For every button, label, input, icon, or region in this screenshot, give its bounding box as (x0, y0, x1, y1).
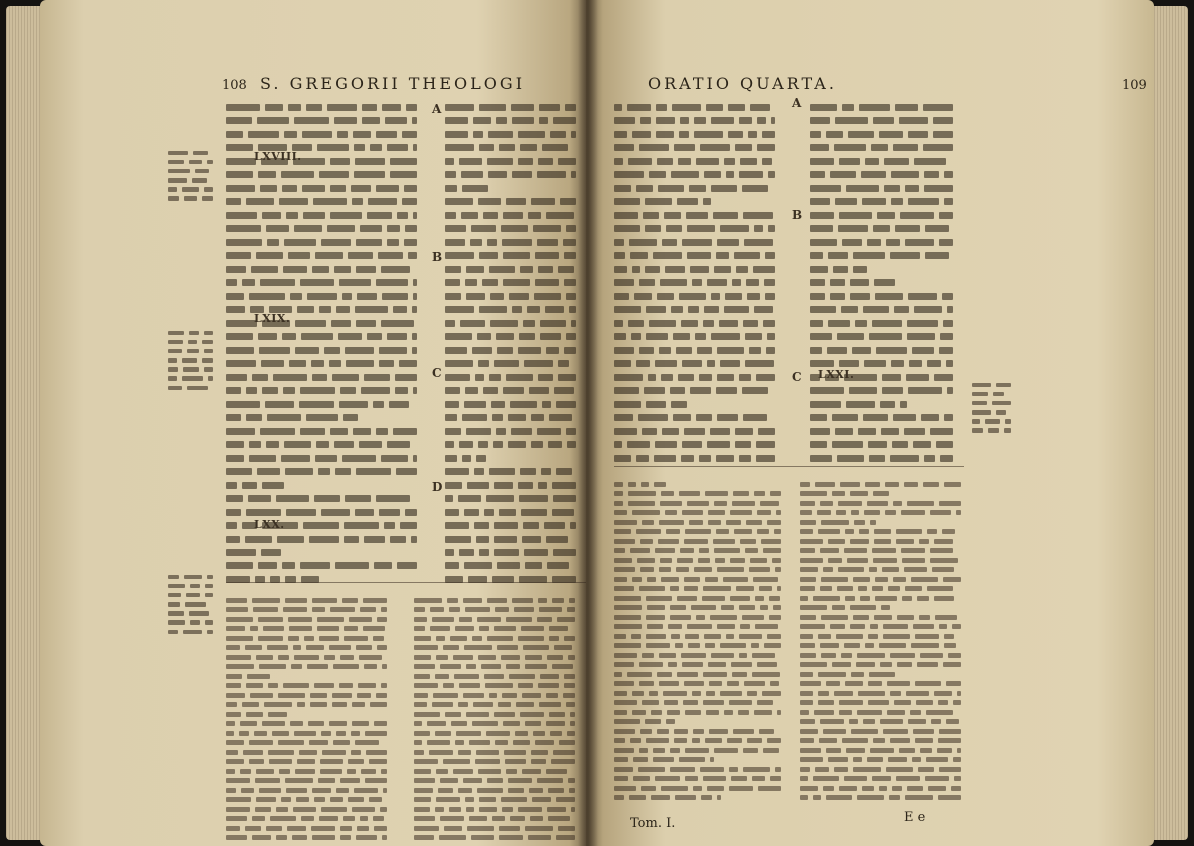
text-line (800, 614, 970, 623)
text-line (168, 338, 222, 346)
text-line (226, 626, 396, 635)
text-line (226, 673, 396, 682)
text-line (168, 357, 222, 365)
text-line (226, 447, 426, 459)
text-line (414, 768, 584, 777)
text-line (800, 785, 970, 794)
text-line (168, 573, 222, 581)
text-line (414, 626, 584, 635)
text-line (614, 109, 784, 121)
text-line (614, 700, 790, 709)
text-line (810, 231, 962, 243)
footnotes-left (226, 588, 396, 835)
text-line (445, 190, 585, 202)
footnotes-right (800, 472, 970, 794)
text-line (445, 217, 585, 229)
text-line (445, 420, 585, 432)
text-line (226, 721, 396, 730)
text-line (414, 730, 584, 739)
text-line (226, 645, 396, 654)
text-line (226, 554, 426, 566)
greek-column (614, 96, 784, 460)
text-line (445, 352, 585, 364)
text-line (800, 567, 970, 576)
text-line (226, 568, 426, 580)
margin-note-1 (168, 140, 222, 195)
text-line (972, 390, 1020, 398)
text-line (800, 519, 970, 528)
text-line (800, 548, 970, 557)
text-line (800, 757, 970, 766)
text-line (614, 529, 790, 538)
text-line (614, 719, 790, 728)
text-line (445, 514, 585, 526)
text-line (445, 204, 585, 216)
text-line (226, 654, 396, 663)
text-line (614, 728, 790, 737)
text-line (414, 778, 584, 787)
text-line (226, 420, 426, 432)
text-line (800, 633, 970, 642)
text-line (168, 601, 222, 609)
text-line (614, 123, 784, 135)
text-line (614, 662, 790, 671)
text-line (810, 123, 962, 135)
text-line (614, 766, 790, 775)
text-line (614, 690, 790, 699)
text-line (168, 619, 222, 627)
margin-note-3 (168, 564, 222, 628)
text-line (614, 576, 790, 585)
text-line (414, 816, 584, 825)
text-line (226, 271, 426, 283)
text-line (614, 352, 784, 364)
text-line (614, 548, 790, 557)
left-page (40, 0, 586, 846)
text-line (445, 433, 585, 445)
text-line (168, 329, 222, 337)
text-line (800, 690, 970, 699)
text-line (800, 681, 970, 690)
text-line (168, 610, 222, 618)
text-line (614, 557, 790, 566)
text-line (226, 366, 426, 378)
text-line (445, 123, 585, 135)
text-line (810, 298, 962, 310)
text-line (226, 487, 426, 499)
text-line (614, 447, 784, 459)
text-line (810, 379, 962, 391)
column-letter-b: B (432, 250, 443, 264)
text-line (445, 339, 585, 351)
text-line (226, 616, 396, 625)
text-line (614, 231, 784, 243)
text-line (614, 379, 784, 391)
text-line (226, 730, 396, 739)
footnote-rule (226, 582, 586, 583)
text-line (226, 190, 426, 202)
text-line (800, 529, 970, 538)
text-line (800, 500, 970, 509)
margin-note-2 (168, 320, 222, 384)
text-line (810, 312, 962, 324)
text-line (168, 320, 222, 328)
text-line (226, 352, 426, 364)
text-line (226, 683, 396, 692)
text-line (810, 271, 962, 283)
text-line (226, 123, 426, 135)
text-line (800, 700, 970, 709)
text-line (168, 592, 222, 600)
text-line (226, 787, 396, 796)
text-line (445, 406, 585, 418)
text-line (972, 381, 1020, 389)
text-line (226, 607, 396, 616)
text-line (614, 586, 790, 595)
text-line (614, 96, 784, 108)
text-line (168, 348, 222, 356)
section-number: LXVIII. (254, 150, 302, 163)
text-line (226, 109, 426, 121)
text-line (226, 740, 396, 749)
text-line (614, 538, 790, 547)
signature-mark: Tom. I. (630, 816, 676, 831)
text-line (800, 605, 970, 614)
text-line (614, 643, 790, 652)
text-line (810, 96, 962, 108)
text-line (800, 576, 970, 585)
text-line (614, 472, 790, 481)
text-line (614, 163, 784, 175)
text-line (614, 339, 784, 351)
text-line (810, 406, 962, 418)
column-letter-b: B (792, 208, 803, 222)
page-number-left: 108 (222, 78, 247, 93)
text-line (414, 711, 584, 720)
text-line (226, 797, 396, 806)
text-line (445, 312, 585, 324)
text-line (414, 616, 584, 625)
text-line (800, 709, 970, 718)
text-line (972, 409, 1020, 417)
text-line (226, 163, 426, 175)
text-line (614, 136, 784, 148)
text-line (810, 325, 962, 337)
text-line (800, 671, 970, 680)
text-line (414, 635, 584, 644)
text-line (226, 711, 396, 720)
text-line (800, 766, 970, 775)
text-line (414, 797, 584, 806)
text-line (810, 136, 962, 148)
text-line (810, 109, 962, 121)
text-line (226, 217, 426, 229)
text-line (168, 186, 222, 194)
text-line (614, 614, 790, 623)
text-line (800, 624, 970, 633)
text-line (445, 366, 585, 378)
text-line (445, 528, 585, 540)
text-line (810, 190, 962, 202)
text-line (614, 624, 790, 633)
text-line (445, 150, 585, 162)
text-line (810, 177, 962, 189)
text-line (614, 406, 784, 418)
text-line (800, 776, 970, 785)
text-line (614, 258, 784, 270)
text-line (614, 757, 790, 766)
text-line (226, 749, 396, 758)
text-line (614, 491, 790, 500)
text-line (810, 393, 962, 405)
text-line (810, 420, 962, 432)
text-line (614, 150, 784, 162)
text-line (226, 460, 426, 472)
text-line (445, 231, 585, 243)
text-line (614, 217, 784, 229)
text-line (445, 393, 585, 405)
text-line (226, 136, 426, 148)
text-line (800, 643, 970, 652)
footnotes-right (414, 588, 584, 835)
text-line (445, 271, 585, 283)
book-gutter (578, 0, 598, 846)
text-line (614, 481, 790, 490)
text-line (614, 325, 784, 337)
text-line (614, 567, 790, 576)
text-line (614, 681, 790, 690)
text-line (168, 375, 222, 383)
text-line (168, 158, 222, 166)
text-line (414, 721, 584, 730)
text-line (614, 671, 790, 680)
text-line (800, 586, 970, 595)
text-line (414, 673, 584, 682)
text-line (226, 597, 396, 606)
text-line (800, 652, 970, 661)
text-line (414, 740, 584, 749)
text-line (800, 738, 970, 747)
text-line (972, 400, 1020, 408)
text-line (614, 190, 784, 202)
text-line (445, 298, 585, 310)
text-line (226, 244, 426, 256)
text-line (614, 595, 790, 604)
text-line (445, 109, 585, 121)
text-line (445, 487, 585, 499)
section-number: LXX. (254, 518, 285, 531)
text-line (445, 96, 585, 108)
text-line (614, 605, 790, 614)
text-line (168, 366, 222, 374)
text-line (800, 747, 970, 756)
text-line (614, 433, 784, 445)
text-line (445, 258, 585, 270)
text-line (226, 231, 426, 243)
text-line (614, 776, 790, 785)
right-page-edges (1152, 6, 1188, 840)
running-head-left: S. GREGORII THEOLOGI (260, 74, 526, 93)
text-line (810, 447, 962, 459)
section-number: LXXI. (818, 368, 855, 381)
running-head-right: ORATIO QUARTA. (648, 74, 837, 93)
text-line (226, 433, 426, 445)
footnote-rule (614, 466, 964, 467)
latin-column (810, 96, 962, 460)
text-line (810, 204, 962, 216)
text-line (226, 204, 426, 216)
text-line (972, 418, 1020, 426)
text-line (414, 588, 584, 597)
text-line (445, 554, 585, 566)
text-line (614, 510, 790, 519)
left-page-edges (6, 6, 42, 840)
text-line (614, 652, 790, 661)
text-line (800, 728, 970, 737)
page-number-right: 109 (1122, 78, 1147, 93)
text-line (614, 738, 790, 747)
text-line (414, 597, 584, 606)
text-line (810, 285, 962, 297)
text-line (226, 816, 396, 825)
text-line (614, 285, 784, 297)
text-line (614, 393, 784, 405)
text-line (445, 568, 585, 580)
text-line (226, 393, 426, 405)
text-line (226, 474, 426, 486)
text-line (226, 692, 396, 701)
text-line (226, 298, 426, 310)
text-line (414, 683, 584, 692)
column-letter-a: A (432, 102, 442, 116)
text-line (226, 258, 426, 270)
text-line (800, 538, 970, 547)
column-letter-c: C (792, 370, 802, 384)
text-line (226, 501, 426, 513)
text-line (226, 339, 426, 351)
text-line (445, 474, 585, 486)
text-line (445, 177, 585, 189)
text-line (414, 749, 584, 758)
margin-note-1 (972, 372, 1020, 427)
text-line (614, 204, 784, 216)
text-line (226, 541, 426, 553)
text-line (614, 244, 784, 256)
text-line (445, 285, 585, 297)
text-line (226, 588, 396, 597)
text-line (810, 258, 962, 270)
column-letter-c: C (432, 366, 442, 380)
text-line (414, 654, 584, 663)
text-line (414, 806, 584, 815)
footnotes-left (614, 472, 790, 794)
text-line (226, 825, 396, 834)
column-letter-d: D (432, 480, 443, 494)
text-line (226, 806, 396, 815)
text-line (414, 702, 584, 711)
text-line (414, 825, 584, 834)
section-number: LXIX. (254, 312, 291, 325)
text-line (168, 564, 222, 572)
text-line (445, 379, 585, 391)
column-letter-a: A (792, 96, 802, 110)
text-line (168, 168, 222, 176)
text-line (168, 177, 222, 185)
catchword: E e (904, 810, 926, 825)
text-line (414, 759, 584, 768)
text-line (614, 500, 790, 509)
text-line (800, 719, 970, 728)
text-line (445, 447, 585, 459)
text-line (800, 472, 970, 481)
text-line (226, 285, 426, 297)
text-line (810, 352, 962, 364)
text-line (614, 271, 784, 283)
text-line (445, 244, 585, 256)
text-line (226, 379, 426, 391)
text-line (614, 633, 790, 642)
text-line (445, 325, 585, 337)
text-line (614, 177, 784, 189)
text-line (810, 433, 962, 445)
text-line (810, 244, 962, 256)
text-line (414, 664, 584, 673)
text-line (445, 163, 585, 175)
text-line (810, 217, 962, 229)
text-line (226, 96, 426, 108)
text-line (226, 768, 396, 777)
text-line (614, 366, 784, 378)
text-line (972, 372, 1020, 380)
text-line (614, 519, 790, 528)
text-line (810, 150, 962, 162)
text-line (810, 339, 962, 351)
text-line (168, 149, 222, 157)
text-line (800, 491, 970, 500)
text-line (445, 541, 585, 553)
latin-column (226, 96, 426, 581)
text-line (445, 136, 585, 148)
text-line (226, 635, 396, 644)
text-line (226, 759, 396, 768)
text-line (414, 787, 584, 796)
text-line (168, 582, 222, 590)
text-line (226, 177, 426, 189)
right-page (586, 0, 1154, 846)
text-line (445, 460, 585, 472)
text-line (414, 607, 584, 616)
text-line (168, 140, 222, 148)
text-line (614, 420, 784, 432)
text-line (226, 778, 396, 787)
text-line (226, 325, 426, 337)
text-line (226, 406, 426, 418)
text-line (414, 692, 584, 701)
text-line (810, 163, 962, 175)
text-line (800, 557, 970, 566)
text-line (414, 645, 584, 654)
text-line (445, 501, 585, 513)
text-line (614, 312, 784, 324)
text-line (614, 298, 784, 310)
greek-column (445, 96, 585, 581)
